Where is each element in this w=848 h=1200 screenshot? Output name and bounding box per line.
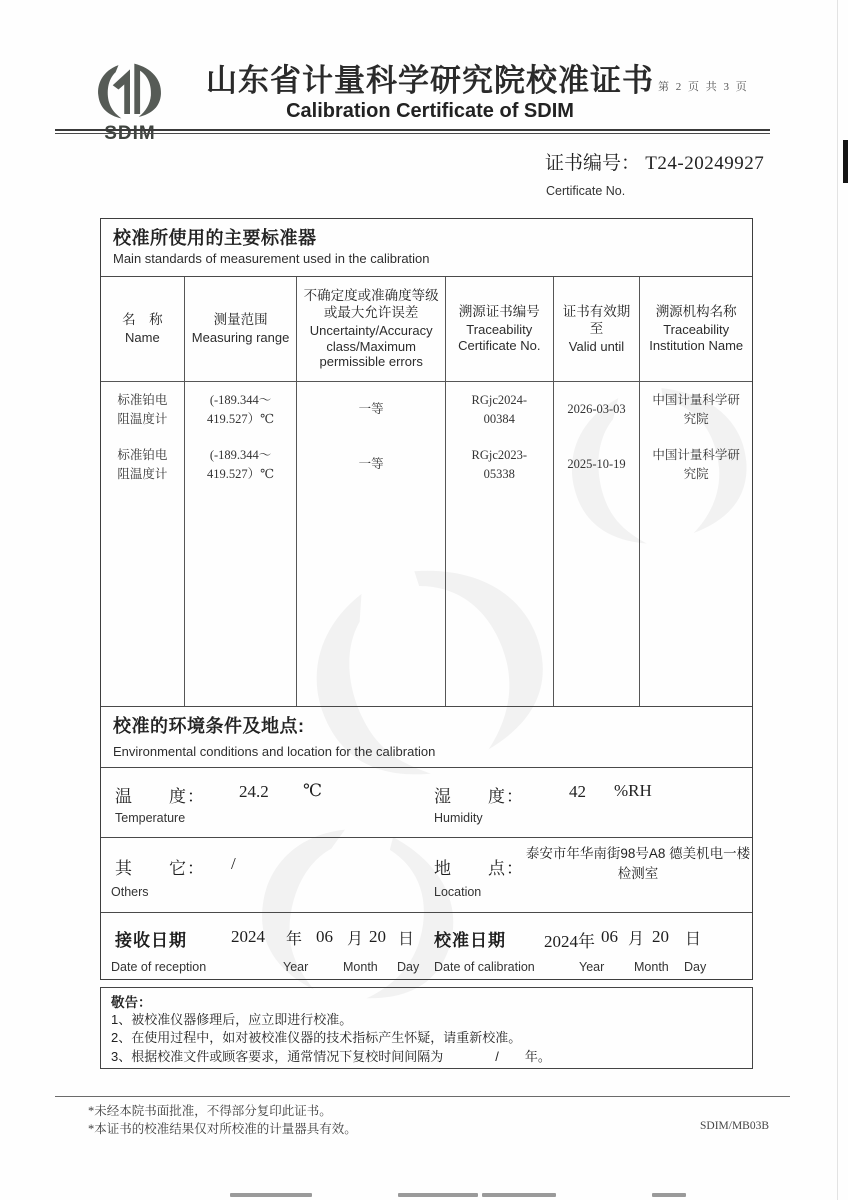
valid-until-date: 2025-10-19: [567, 457, 626, 472]
humidity-label-en: Humidity: [434, 811, 483, 825]
cell-name: [101, 437, 185, 492]
column-header-traceability-cert: [446, 277, 554, 381]
calibration-day-unit: 日: [685, 931, 702, 948]
standards-table-row: [101, 437, 752, 492]
calibration-day-value: 20: [652, 927, 669, 946]
calibration-year-value: 2024年: [544, 932, 595, 951]
standards-title-en: Main standards of measurement used in the calibration: [113, 251, 430, 266]
column-header-valid-until-en: Valid until: [568, 338, 625, 354]
standards-table-row: [101, 382, 752, 437]
environment-title-en: Environmental conditions and location for the calibration: [113, 744, 436, 759]
others-value: /: [231, 854, 236, 873]
humidity-unit: %RH: [614, 781, 652, 800]
sdim-logo-icon: [94, 60, 166, 122]
standards-title-cn: 校准所使用的主要标准器: [113, 228, 317, 248]
measuring-range: (-189.344～419.527）℃: [207, 393, 275, 426]
column-header-range: [185, 277, 298, 381]
standards-section-header: [101, 219, 752, 276]
certificate-number-value: T24-20249927: [645, 153, 765, 174]
cell-valid-until: [554, 437, 641, 492]
footnotes: [88, 1102, 357, 1138]
column-header-uncertainty: [297, 277, 446, 381]
reception-day-en: Day: [397, 960, 420, 974]
standards-table-header-row: [101, 277, 752, 382]
certificate-number-label-cn: 证书编号：: [545, 153, 641, 174]
measuring-range: (-189.344～419.527）℃: [207, 448, 275, 481]
empty-cell: [101, 492, 185, 706]
column-header-institution-cn: 溯源机构名称: [655, 304, 737, 320]
notice-box: [100, 987, 753, 1069]
column-header-traceability-cert-en: Traceability Certificate No.: [458, 322, 541, 353]
reception-year-en: Year: [283, 960, 309, 974]
certificate-title-en: Calibration Certificate of SDIM: [286, 100, 574, 122]
calibration-year-en: Year: [579, 960, 605, 974]
traceability-cert-no: RGjc2023-05338: [471, 448, 528, 481]
empty-cell: [554, 492, 641, 706]
cell-uncertainty: [297, 382, 446, 437]
humidity-value: 42: [569, 782, 586, 801]
empty-cell: [297, 492, 446, 706]
reception-date-label-cn: 接收日期: [115, 931, 187, 950]
humidity-label-cn: 湿 度：: [434, 787, 524, 806]
scan-artifact-bar: [843, 140, 848, 183]
others-label-cn: 其 它：: [115, 859, 205, 878]
reception-day-unit: 日: [398, 931, 415, 948]
cell-institution: [640, 437, 752, 492]
calibration-month-en: Month: [634, 960, 669, 974]
valid-until-date: 2026-03-03: [567, 402, 626, 417]
temperature-label-cn: 温 度：: [115, 787, 205, 806]
reception-year-unit: 年: [286, 931, 303, 948]
footer-divider: [55, 1096, 790, 1097]
temperature-unit: ℃: [303, 781, 323, 800]
notice-title: 敬告：: [111, 995, 152, 1010]
environment-title-cn: 校准的环境条件及地点:: [113, 716, 305, 736]
location-label-en: Location: [434, 885, 482, 899]
standards-table-empty-area: [101, 492, 752, 707]
scan-bottom-mark: [230, 1193, 312, 1197]
cell-institution: [640, 382, 752, 437]
temperature-value: 24.2: [239, 782, 269, 801]
column-header-name-cn: 名 称: [122, 312, 163, 328]
column-header-valid-until-cn: 证书有效期至: [562, 303, 631, 336]
uncertainty-class: 一等: [358, 402, 384, 417]
standard-name: 标准铂电阻温度计: [117, 393, 168, 426]
column-header-uncertainty-en: Uncertainty/Accuracy class/Maximum permissible errors: [309, 322, 433, 370]
dates-row: [101, 912, 752, 982]
column-header-institution-en: Traceability Institution Name: [649, 322, 744, 353]
notice-item: 3、根据校准文件或顾客要求，通常情况下复校时间间隔为 / 年。: [111, 1048, 551, 1064]
column-header-institution: [640, 277, 752, 381]
form-code: SDIM/MB03B: [700, 1120, 770, 1132]
empty-cell: [185, 492, 298, 706]
cell-name: [101, 382, 185, 437]
reception-date-label-en: Date of reception: [111, 960, 207, 974]
reception-month-en: Month: [343, 960, 378, 974]
traceability-cert-no: RGjc2024-00384: [471, 393, 528, 426]
cell-range: [185, 437, 298, 492]
column-header-name-en: Name: [125, 330, 160, 346]
calibration-month-unit: 月: [628, 931, 645, 948]
uncertainty-class: 一等: [358, 457, 384, 472]
institution-name: 中国计量科学研究院: [652, 448, 740, 481]
column-header-name: [101, 277, 185, 381]
header-divider: [55, 129, 770, 134]
reception-day-value: 20: [369, 927, 386, 946]
location-value: 泰安市年华南街98号A8 德美机电一楼检测室: [525, 846, 751, 882]
cell-valid-until: [554, 382, 641, 437]
column-header-traceability-cert-cn: 溯源证书编号: [458, 304, 540, 320]
institution-name: 中国计量科学研究院: [652, 393, 740, 426]
certificate-number-label-en: Certificate No.: [546, 184, 626, 198]
empty-cell: [640, 492, 752, 706]
cell-cert-no: [446, 437, 554, 492]
certificate-title-cn: 山东省计量科学研究院校准证书: [206, 63, 654, 98]
cell-cert-no: [446, 382, 554, 437]
certificate-number-line: [545, 148, 764, 175]
cell-range: [185, 382, 298, 437]
calibration-day-en: Day: [684, 960, 707, 974]
scan-bottom-mark: [652, 1193, 686, 1197]
reception-month-value: 06: [316, 927, 333, 946]
logo-text: SDIM: [104, 123, 156, 144]
calibration-date-label-en: Date of calibration: [434, 960, 535, 974]
column-header-range-en: Measuring range: [191, 330, 290, 346]
location-label-cn: 地 点：: [434, 859, 524, 878]
column-header-valid-until: [554, 277, 641, 381]
standards-table: [101, 276, 752, 707]
main-certificate-block: [100, 218, 753, 980]
calibration-month-value: 06: [601, 927, 618, 946]
notice-item: 2、在使用过程中，如对被校准仪器的技术指标产生怀疑，请重新校准。: [111, 1030, 522, 1046]
empty-cell: [446, 492, 554, 706]
notice-item: 1、被校准仪器修理后，应立即进行校准。: [111, 1012, 353, 1027]
standard-name: 标准铂电阻温度计: [117, 448, 168, 481]
temperature-label-en: Temperature: [115, 811, 186, 825]
others-location-row: [101, 837, 752, 912]
cell-uncertainty: [297, 437, 446, 492]
scan-bottom-mark: [398, 1193, 478, 1197]
temperature-humidity-row: [101, 767, 752, 837]
others-label-en: Others: [111, 885, 149, 899]
environment-section-header: [101, 707, 752, 767]
column-header-uncertainty-cn: 不确定度或准确度等级或最大允许误差: [303, 288, 439, 321]
calibration-date-label-cn: 校准日期: [434, 931, 506, 950]
reception-month-unit: 月: [347, 931, 364, 948]
reception-year-value: 2024: [231, 927, 265, 946]
scan-edge-line: [837, 0, 838, 1200]
page-number-label: 第 2 页 共 3 页: [658, 81, 749, 93]
footnote-line: *本证书的校准结果仅对所校准的计量器具有效。: [88, 1122, 357, 1137]
column-header-range-cn: 测量范围: [213, 312, 268, 328]
footnote-line: *未经本院书面批准，不得部分复印此证书。: [88, 1104, 332, 1118]
scan-bottom-mark: [482, 1193, 556, 1197]
